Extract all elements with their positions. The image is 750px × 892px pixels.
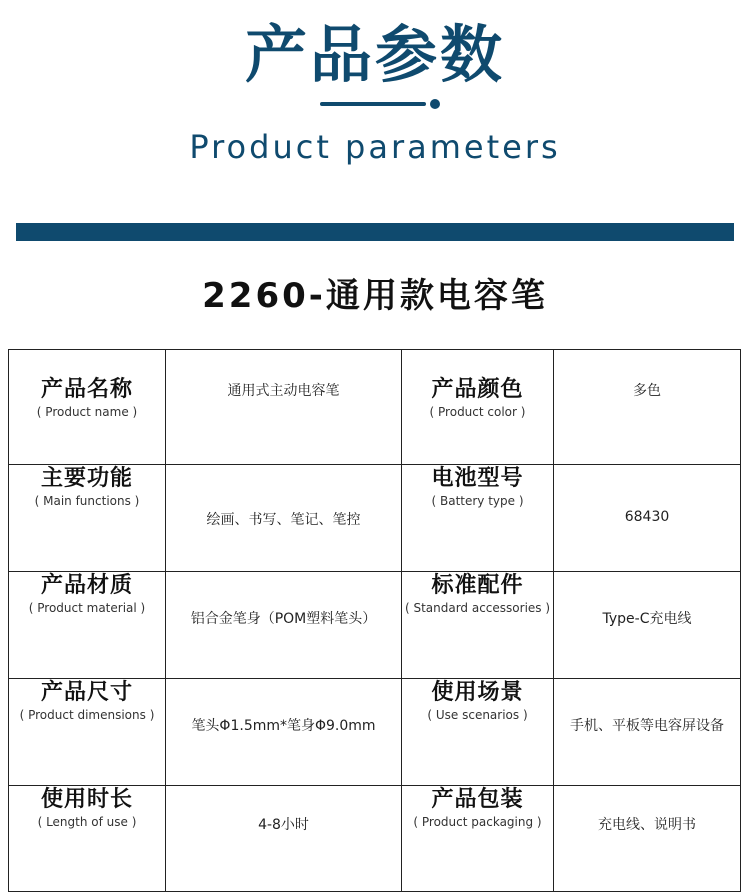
param-label-cn: 产品包装 [431,787,524,812]
param-label-cn: 产品尺寸 [40,680,133,705]
param-label [9,465,166,572]
param-label-en: ( Main functions ) [34,494,140,508]
param-value: 68430 [624,509,670,525]
table-row [9,572,741,679]
param-value-cell [166,679,402,786]
param-label [402,572,554,679]
param-label [402,465,554,572]
param-label [9,572,166,679]
param-value: Type-C充电线 [602,611,692,627]
param-label-en: ( Product color ) [429,405,526,419]
param-value-cell [554,786,741,892]
underline-bar [320,102,426,106]
param-label-cn: 产品名称 [40,377,133,402]
param-value-cell [554,679,741,786]
underline-dot [430,99,440,109]
param-label-en: ( Battery type ) [431,494,524,508]
param-label [9,679,166,786]
param-label-cn: 使用时长 [40,787,133,812]
param-value-cell [166,350,402,465]
page-title: 产品参数 [244,18,505,91]
param-label-en: ( Product packaging ) [413,815,542,829]
param-label-en: ( Product material ) [28,601,146,615]
param-value: 笔头Φ1.5mm*笔身Φ9.0mm [191,718,376,734]
table-row [9,350,741,465]
param-label [9,786,166,892]
param-label-cn: 标准配件 [431,573,524,598]
param-value: 充电线、说明书 [598,817,696,833]
param-value: 多色 [633,383,661,399]
param-label-cn: 产品颜色 [431,377,524,402]
param-label-cn: 产品材质 [40,573,133,598]
param-label-en: ( Length of use ) [37,815,137,829]
param-label [402,786,554,892]
param-value-cell [554,465,741,572]
param-value-cell [166,786,402,892]
param-value: 手机、平板等电容屏设备 [570,718,724,734]
param-label-en: ( Product dimensions ) [19,708,155,722]
model-heading: 2260-通用款电容笔 [202,276,548,316]
param-value: 通用式主动电容笔 [227,383,340,399]
param-label-cn: 电池型号 [431,466,524,491]
param-label-en: ( Product name ) [36,405,138,419]
page-subtitle: Product parameters [189,128,561,166]
divider-band [16,223,734,241]
param-value: 铝合金笔身（POM塑料笔头） [190,611,377,627]
param-label [402,350,554,465]
param-value: 4-8小时 [258,817,309,833]
table-row [9,679,741,786]
parameters-table [8,349,741,892]
param-value-cell [166,572,402,679]
param-label-cn: 使用场景 [431,680,524,705]
title-underline-decoration [320,99,440,109]
param-label-en: ( Standard accessories ) [404,601,551,615]
table-row [9,786,741,892]
param-label [402,679,554,786]
param-value-cell [554,572,741,679]
param-value-cell [554,350,741,465]
param-value-cell [166,465,402,572]
param-value: 绘画、书写、笔记、笔控 [206,512,361,528]
param-label-cn: 主要功能 [40,466,133,491]
param-label [9,350,166,465]
param-label-en: ( Use scenarios ) [427,708,528,722]
table-row [9,465,741,572]
